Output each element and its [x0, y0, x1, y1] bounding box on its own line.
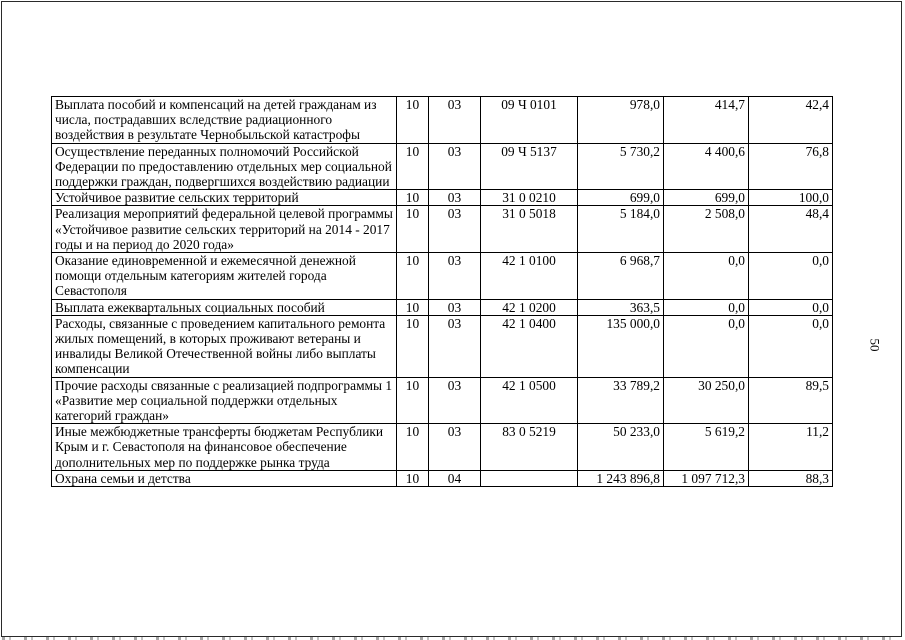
- cell-target-code: 42 1 0100: [481, 253, 578, 300]
- cell-subsection: 03: [429, 97, 481, 144]
- cell-planned: 33 789,2: [578, 377, 664, 424]
- cell-target-code: 31 0 0210: [481, 190, 578, 206]
- cell-section: 10: [397, 470, 429, 486]
- cell-actual: 699,0: [664, 190, 749, 206]
- table-row: [52, 424, 833, 471]
- cell-expense-name: Иные межбюджетные трансферты бюджетам Республики Крым и г. Севастополя на финансовое обеспечение дополнительных мер по поддержке рынка труда: [52, 424, 397, 471]
- cell-planned: 6 968,7: [578, 253, 664, 300]
- cell-target-code: 42 1 0400: [481, 315, 578, 377]
- cell-expense-name: Реализация мероприятий федеральной целевой программы «Устойчивое развитие сельских территорий на 2014 - 2017 годы и на период до 2020 года»: [52, 206, 397, 253]
- cell-planned: 135 000,0: [578, 315, 664, 377]
- table-row: [52, 143, 833, 190]
- cell-percent: 48,4: [749, 206, 833, 253]
- cell-subsection: 03: [429, 253, 481, 300]
- cell-section: 10: [397, 299, 429, 315]
- cell-expense-name: Оказание единовременной и ежемесячной денежной помощи отдельным категориям жителей города Севастополя: [52, 253, 397, 300]
- cell-actual: 30 250,0: [664, 377, 749, 424]
- table-row: [52, 470, 833, 486]
- cell-percent: 100,0: [749, 190, 833, 206]
- table-row: [52, 97, 833, 144]
- cell-section: 10: [397, 424, 429, 471]
- table-row: [52, 315, 833, 377]
- cell-target-code: 31 0 5018: [481, 206, 578, 253]
- cell-actual: 2 508,0: [664, 206, 749, 253]
- cell-subsection: 03: [429, 143, 481, 190]
- cell-actual: 1 097 712,3: [664, 470, 749, 486]
- cell-actual: 414,7: [664, 97, 749, 144]
- cell-expense-name: Устойчивое развитие сельских территорий: [52, 190, 397, 206]
- cell-subsection: 03: [429, 206, 481, 253]
- cell-subsection: 04: [429, 470, 481, 486]
- table-row: [52, 299, 833, 315]
- cell-actual: 5 619,2: [664, 424, 749, 471]
- cell-planned: 363,5: [578, 299, 664, 315]
- cell-section: 10: [397, 143, 429, 190]
- cell-planned: 5 730,2: [578, 143, 664, 190]
- cell-percent: 11,2: [749, 424, 833, 471]
- table-row: [52, 377, 833, 424]
- cell-actual: 0,0: [664, 315, 749, 377]
- cell-subsection: 03: [429, 299, 481, 315]
- cell-target-code: 09 Ч 0101: [481, 97, 578, 144]
- cell-percent: 42,4: [749, 97, 833, 144]
- cell-expense-name: Охрана семьи и детства: [52, 470, 397, 486]
- cell-subsection: 03: [429, 315, 481, 377]
- table-row: [52, 190, 833, 206]
- cell-target-code: 42 1 0500: [481, 377, 578, 424]
- cell-target-code: 83 0 5219: [481, 424, 578, 471]
- table-row: [52, 253, 833, 300]
- cell-expense-name: Выплата пособий и компенсаций на детей гражданам из числа, пострадавших вследствие радиационного воздействия в результате Чернобыльской катастрофы: [52, 97, 397, 144]
- cell-target-code: [481, 470, 578, 486]
- cell-planned: 50 233,0: [578, 424, 664, 471]
- cell-subsection: 03: [429, 377, 481, 424]
- cell-actual: 0,0: [664, 299, 749, 315]
- cell-percent: 0,0: [749, 315, 833, 377]
- cell-section: 10: [397, 253, 429, 300]
- cell-planned: 699,0: [578, 190, 664, 206]
- cell-percent: 89,5: [749, 377, 833, 424]
- cell-expense-name: Выплата ежеквартальных социальных пособий: [52, 299, 397, 315]
- cell-expense-name: Прочие расходы связанные с реализацией подпрограммы 1 «Развитие мер социальной поддержки отдельных категорий граждан»: [52, 377, 397, 424]
- cell-section: 10: [397, 97, 429, 144]
- cell-subsection: 03: [429, 190, 481, 206]
- cell-percent: 88,3: [749, 470, 833, 486]
- cell-expense-name: Расходы, связанные с проведением капитального ремонта жилых помещений, в которых проживают ветераны и инвалиды Великой Отечественной войны либо выплаты компенсации: [52, 315, 397, 377]
- budget-table: [51, 96, 833, 487]
- cell-planned: 1 243 896,8: [578, 470, 664, 486]
- page-number: 50: [867, 338, 883, 352]
- table-row: [52, 206, 833, 253]
- cell-planned: 978,0: [578, 97, 664, 144]
- cell-subsection: 03: [429, 424, 481, 471]
- cell-section: 10: [397, 190, 429, 206]
- cell-target-code: 09 Ч 5137: [481, 143, 578, 190]
- cell-section: 10: [397, 206, 429, 253]
- cell-section: 10: [397, 315, 429, 377]
- cell-percent: 76,8: [749, 143, 833, 190]
- cell-expense-name: Осуществление переданных полномочий Российской Федерации по предоставлению отдельных мер социальной поддержки граждан, подвергшихся воздействию радиации: [52, 143, 397, 190]
- cell-percent: 0,0: [749, 253, 833, 300]
- cell-percent: 0,0: [749, 299, 833, 315]
- cell-target-code: 42 1 0200: [481, 299, 578, 315]
- cell-actual: 4 400,6: [664, 143, 749, 190]
- cell-planned: 5 184,0: [578, 206, 664, 253]
- cell-actual: 0,0: [664, 253, 749, 300]
- cell-section: 10: [397, 377, 429, 424]
